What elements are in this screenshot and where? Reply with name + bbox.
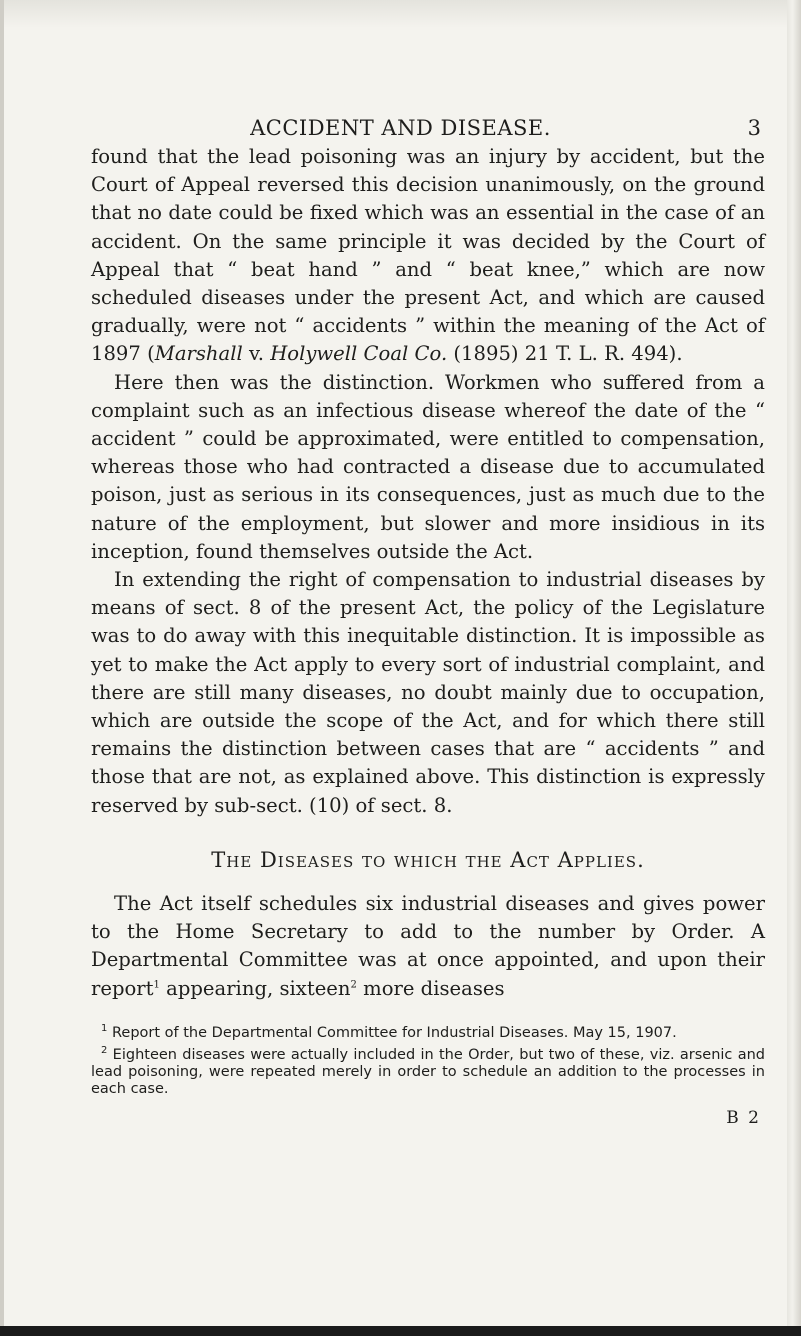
paragraph-1 <box>91 143 765 369</box>
footnote-ref-1: 1 <box>153 979 160 991</box>
section-heading: The Diseases to which the Act Applies. <box>211 848 645 872</box>
footnote-1 <box>91 1025 765 1042</box>
page-left-edge <box>0 0 4 1336</box>
paragraph-4-text-a: The Act itself schedules six industrial diseases and gives power to the Home Secretary to add to the number by Order. A Departmental Committee was at once appointed, and upon their report <box>91 892 765 1000</box>
top-shade <box>0 0 801 28</box>
signature-mark: B 2 <box>726 1108 761 1128</box>
footnote-1-text: Report of the Departmental Committee for Industrial Diseases. May 15, 1907. <box>107 1025 677 1041</box>
page-number: 3 <box>747 116 761 140</box>
paragraph-4 <box>91 890 765 1003</box>
footnote-ref-2: 2 <box>350 979 357 991</box>
footnote-2 <box>91 1047 765 1098</box>
paragraph-4-text-c: more diseases <box>356 976 505 1000</box>
case-citation: (1895) 21 T. L. R. 494). <box>447 342 683 366</box>
paragraph-3: In extending the right of compensation to industrial diseases by means of sect. 8 of the present Act, the policy of the Legislature was to do away with this inequitable distinction. It is impossible as yet to make the Act apply to every sort of industrial complaint, and there are still many diseases, no doubt mainly due to occupation, which are outside the scope of the Act, and for which there still remains the distinction between cases that are “ accidents ” and those that are not, as explained above. This distinction is expressly reserved by sub-sect. (10) of sect. 8. <box>91 568 765 817</box>
case-versus: v. <box>242 342 271 366</box>
running-title: ACCIDENT AND DISEASE. <box>250 116 551 140</box>
bottom-edge-bar <box>0 1326 801 1336</box>
paragraph-4-text-b: appearing, sixteen <box>159 976 351 1000</box>
footnote-2-text: Eighteen diseases were actually included in the Order, but two of these, viz. arsenic and lead poisoning, were repeated merely in order to schedule an addition to the processes in each case. <box>91 1047 765 1097</box>
footnote-1-mark: 1 <box>101 1023 108 1035</box>
case-name-defendant: Holywell Coal Co. <box>270 342 448 366</box>
body-text-continued <box>91 890 765 1003</box>
case-name-plaintiff: Marshall <box>154 342 243 366</box>
footnote-2-mark: 2 <box>101 1045 108 1057</box>
page-right-edge <box>787 0 801 1336</box>
body-text <box>91 143 765 820</box>
footnotes <box>91 1025 765 1103</box>
paragraph-1-text: found that the lead poisoning was an injury by accident, but the Court of Appeal reversed this decision unanimously, on the ground that no date could be fixed which was an essential in the case of an accident. On the same principle it was decided by the Court of Appeal that “ beat hand ” and “ beat knee,” which are now scheduled diseases under the present Act, and which are caused gradually, were not “ accidents ” within the meaning of the Act of 1897 ( <box>91 145 765 366</box>
paragraph-2: Here then was the distinction. Workmen who suffered from a complaint such as an infectious disease whereof the date of the “ accident ” could be approximated, were entitled to compensation, whereas those who had contracted a disease due to accumulated poison, just as serious in its consequences, just as much due to the nature of the employment, but slower and more insidious in its inception, found themselves outside the Act. <box>91 370 765 563</box>
page-header <box>0 116 801 146</box>
